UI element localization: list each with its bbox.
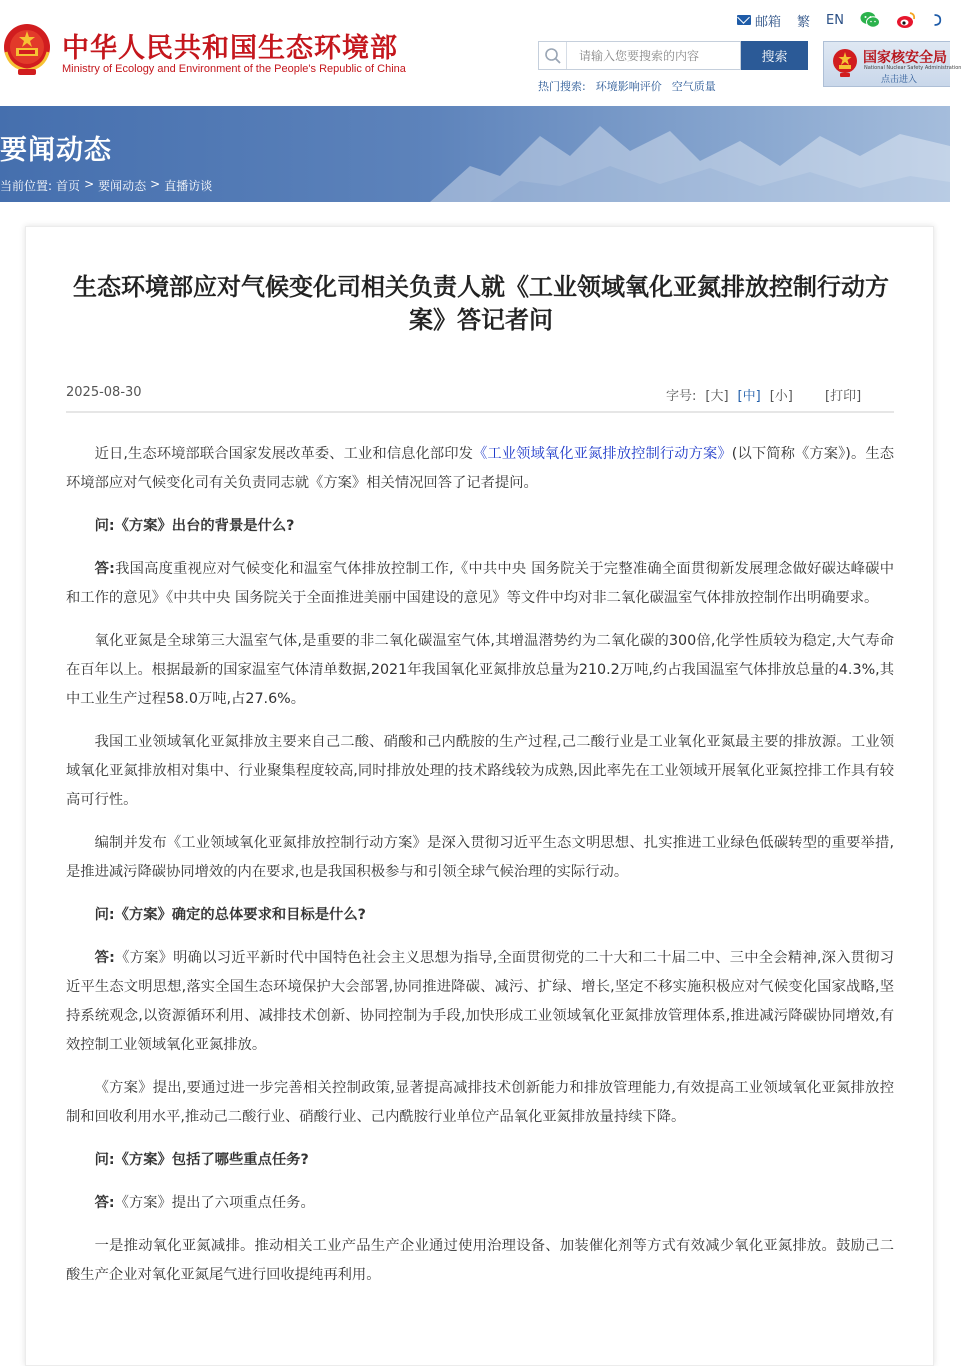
- print-link[interactable]: [打印]: [825, 389, 862, 404]
- app-icon[interactable]: [932, 11, 942, 29]
- breadcrumb: [0, 177, 212, 194]
- paragraph-2: 氧化亚氮是全球第三大温室气体,是重要的非二氧化碳温室气体,其增温潜势约为二氧化碳的300倍,化学性质较为稳定,大气寿命在百年以上。根据最新的国家温室气体清单数据,2021年我国氧化亚氮排放总量为210.2万吨,约占我国温室气体排放总量的4.3%,其中工业生产过程58.0万吨,占27.6%。: [66, 633, 894, 707]
- font-size-small[interactable]: [小]: [769, 389, 793, 404]
- section-banner: [0, 106, 950, 202]
- search-input[interactable]: [567, 42, 740, 69]
- search-box: [538, 41, 741, 70]
- answer-label: 答:: [94, 1195, 115, 1211]
- intro-text: 近日,生态环境部联合国家发展改革委、工业和信息化部印发: [94, 446, 473, 462]
- national-emblem-icon[interactable]: [2, 22, 52, 78]
- mail-label: 邮箱: [755, 14, 782, 30]
- nnsa-enter: 点击进入: [881, 75, 918, 85]
- section-title: 要闻动态: [0, 135, 112, 166]
- plan-document-link[interactable]: 《工业领域氧化亚氮排放控制行动方案》: [473, 446, 732, 462]
- hot-search-item[interactable]: 环境影响评价: [595, 80, 662, 93]
- hot-search: [538, 78, 716, 94]
- publish-date: 2025-08-30: [66, 385, 142, 400]
- intro-text-2: (以下简称《方案》)。生态环境部应对气候变化司有关负责同志就《方案》相关情况回答了记者提问。: [66, 446, 895, 491]
- answer-1-text: 我国高度重视应对气候变化和温室气体排放控制工作,《中共中央 国务院关于完整准确全面贯彻新发展理念做好碳达峰碳中和工作的意见》《中共中央 国务院关于全面推进美丽中国建设的意见》等文件中均对非二氧化碳温室气体排放控制作出明确要求。: [66, 561, 894, 606]
- top-links: [737, 10, 942, 30]
- intro-paragraph: [66, 440, 894, 498]
- answer-2-text: 《方案》明确以习近平新时代中国特色社会主义思想为指导,全面贯彻党的二十大和二十届二中、三中全会精神,深入贯彻习近平生态文明思想,落实全国生态环境保护大会部署,协同推进降碳、减污、扩绿、增长,坚定不移实施积极应对气候变化国家战略,坚持系统观念,以资源循环利用、减排技术创新、协同控制为手段,加快形成工业领域氧化亚氮排放管理体系,推进减污降碳协同增效,有效控制工业领域氧化亚氮排放。: [66, 950, 894, 1053]
- paragraph-3: 我国工业领域氧化亚氮排放主要来自己二酸、硝酸和己内酰胺的生产过程,己二酸行业是工业氧化亚氮最主要的排放源。工业领域氧化亚氮排放相对集中、行业聚集程度较高,同时排放处理的技术路线较为成熟,因此率先在工业领域开展氧化亚氮控排工作具有较高可行性。: [66, 734, 894, 808]
- font-size-label: 字号:: [666, 389, 697, 404]
- site-title-cn[interactable]: 中华人民共和国生态环境部: [62, 33, 398, 64]
- breadcrumb-news[interactable]: 要闻动态: [98, 179, 147, 193]
- article-body: [66, 440, 894, 1304]
- answer-label: 答:: [94, 950, 115, 966]
- breadcrumb-separator: >: [150, 177, 161, 191]
- question-3: 问:《方案》包括了哪些重点任务?: [94, 1152, 309, 1168]
- paragraph-6: 一是推动氧化亚氮减排。推动相关工业产品生产企业通过使用治理设备、加装催化剂等方式有效减少氧化亚氮排放。鼓励己二酸生产企业对氧化亚氮尾气进行回收提纯再利用。: [66, 1238, 894, 1283]
- breadcrumb-interviews[interactable]: 直播访谈: [164, 179, 213, 193]
- font-size-large[interactable]: [大]: [705, 389, 729, 404]
- answer-3-text: 《方案》提出了六项重点任务。: [114, 1195, 315, 1211]
- breadcrumb-home[interactable]: 首页: [56, 179, 81, 193]
- nnsa-name-en: National Nuclear Safety Administration: [864, 65, 961, 71]
- banner-decoration: [430, 106, 950, 202]
- font-size-medium[interactable]: [中]: [737, 389, 761, 404]
- article-meta: [66, 383, 894, 413]
- answer-3: [66, 1189, 894, 1218]
- article-title: 生态环境部应对气候变化司相关负责人就《工业领域氧化亚氮排放控制行动方案》答记者问: [73, 273, 889, 334]
- search-button[interactable]: 搜索: [741, 41, 808, 70]
- article-card: [25, 226, 934, 1366]
- nnsa-entry-banner[interactable]: [823, 41, 961, 87]
- hot-search-label: 热门搜索:: [538, 80, 586, 93]
- search-icon: [539, 42, 567, 69]
- wechat-icon[interactable]: [860, 11, 880, 29]
- question-2: 问:《方案》确定的总体要求和目标是什么?: [94, 907, 366, 923]
- hot-search-item[interactable]: 空气质量: [671, 80, 716, 93]
- site-header: [0, 0, 961, 106]
- english-link[interactable]: EN: [826, 12, 844, 28]
- nnsa-name: 国家核安全局: [863, 50, 947, 66]
- answer-2: [66, 944, 894, 1060]
- breadcrumb-separator: >: [84, 177, 95, 191]
- paragraph-4: 编制并发布《工业领域氧化亚氮排放控制行动方案》是深入贯彻习近平生态文明思想、扎实推进工业绿色低碳转型的重要举措,是推进减污降碳协同增效的内在要求,也是我国积极参与和引领全球气候治理的实际行动。: [66, 835, 894, 880]
- weibo-icon[interactable]: [896, 11, 916, 29]
- mail-icon: [737, 15, 751, 25]
- traditional-chinese-link[interactable]: 繁: [797, 14, 811, 30]
- answer-1: [66, 555, 894, 613]
- answer-label: 答:: [94, 561, 115, 577]
- font-size-controls: [666, 385, 793, 404]
- paragraph-5: 《方案》提出,要通过进一步完善相关控制政策,显著提高减排技术创新能力和排放管理能力,有效提高工业领域氧化亚氮排放控制和回收利用水平,推动己二酸行业、硝酸行业、己内酰胺行业单位产品氧化亚氮排放量持续下降。: [66, 1080, 894, 1125]
- nnsa-emblem-icon: [832, 48, 858, 78]
- breadcrumb-label: 当前位置:: [0, 179, 53, 193]
- question-1: 问:《方案》出台的背景是什么?: [94, 518, 295, 534]
- mail-link[interactable]: [737, 11, 781, 30]
- site-title-en: Ministry of Ecology and Environment of the People's Republic of China: [62, 63, 406, 75]
